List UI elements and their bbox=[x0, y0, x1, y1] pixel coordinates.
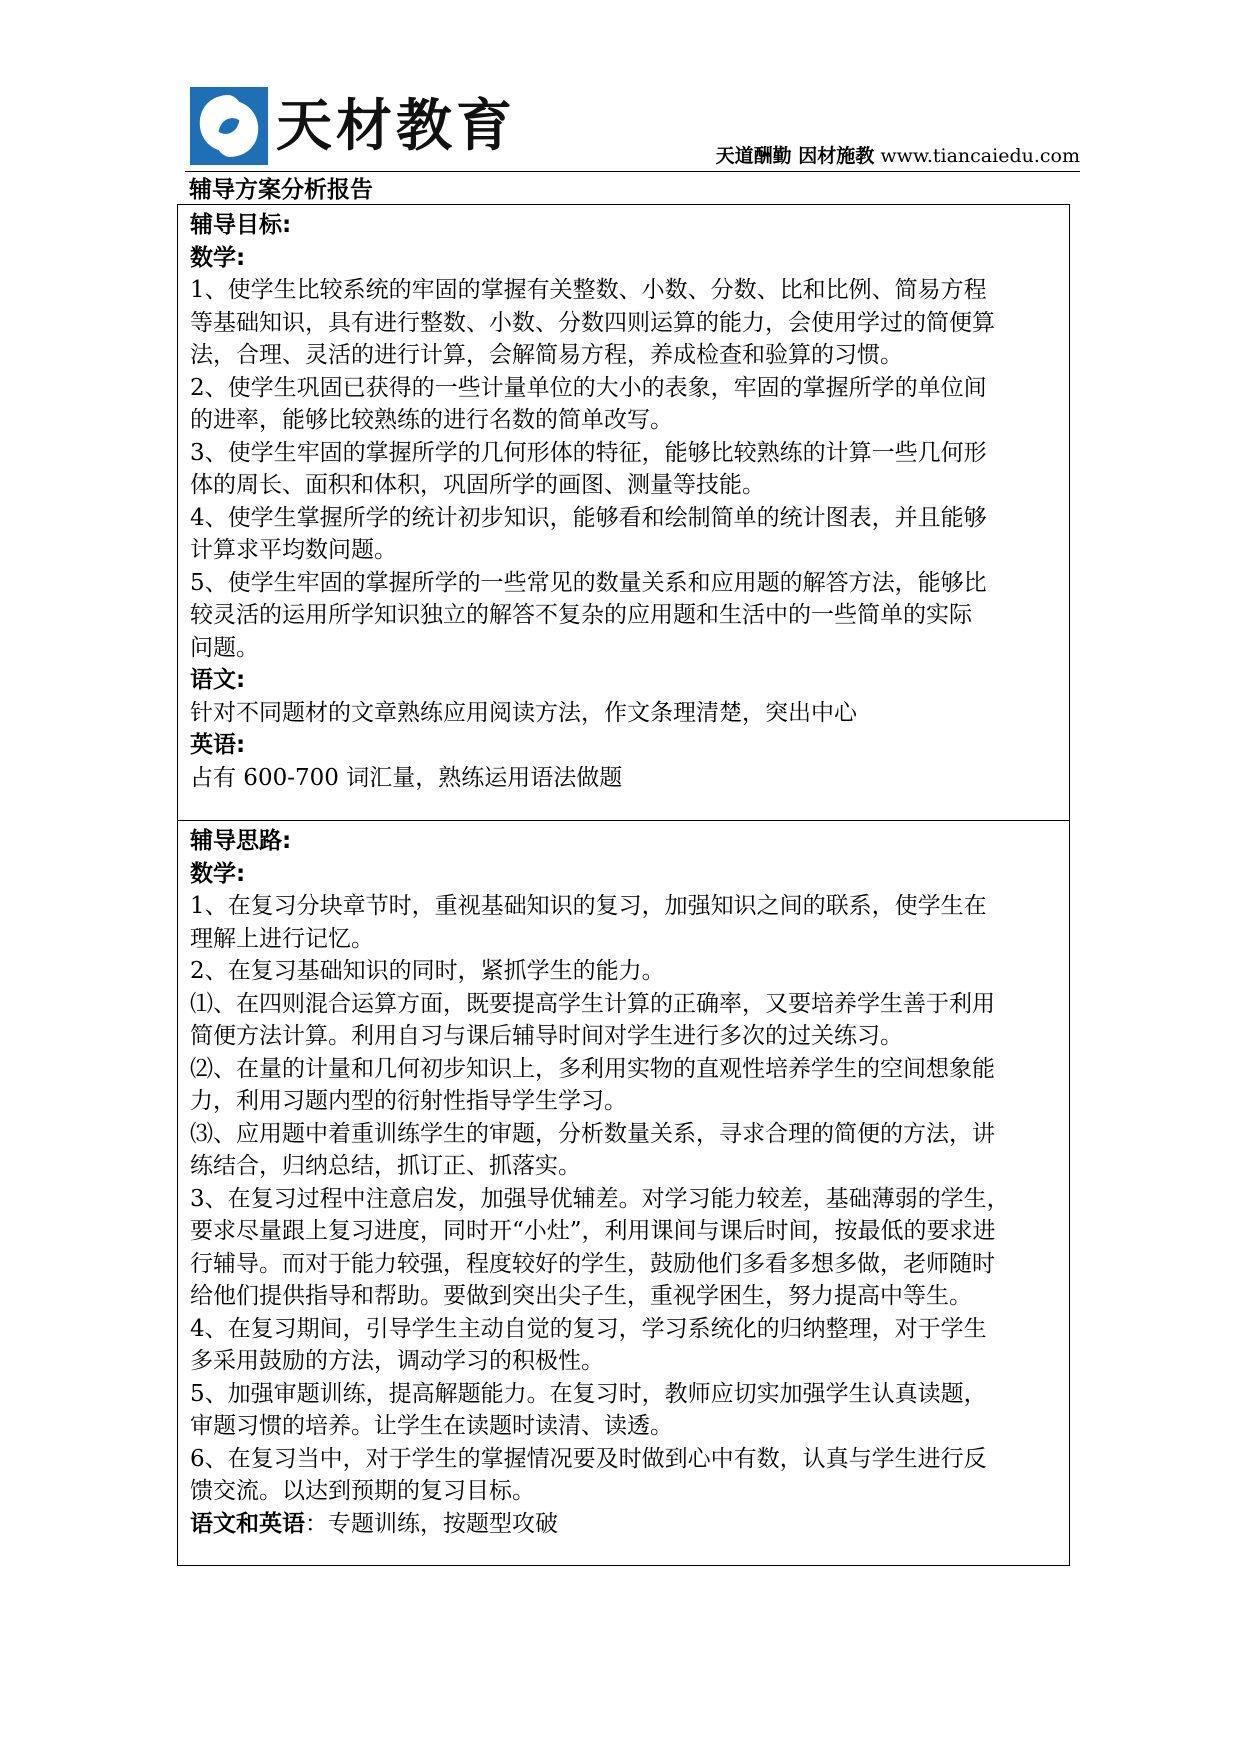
page-header bbox=[180, 82, 1080, 178]
goals-math-line: 2、使学生巩固已获得的一些计量单位的大小的表象，牢固的掌握所学的单位间 bbox=[190, 374, 987, 401]
goals-math-line: 体的周长、面积和体积，巩固所学的画图、测量等技能。 bbox=[190, 472, 765, 498]
goals-math-line: 法，合理、灵活的进行计算，会解简易方程，养成检查和验算的习惯。 bbox=[190, 342, 903, 368]
document-title: 辅导方案分析报告 bbox=[189, 177, 373, 203]
approach-math-line: 2、在复习基础知识的同时，紧抓学生的能力。 bbox=[190, 958, 665, 984]
header-slogan bbox=[716, 144, 1080, 168]
approach-math-line: 给他们提供指导和帮助。要做到突出尖子生，重视学困生，努力提高中等生。 bbox=[190, 1283, 972, 1309]
approach-math-line: 6、在复习当中，对于学生的掌握情况要及时做到心中有数，认真与学生进行反 bbox=[190, 1445, 987, 1472]
approach-math-line: 1、在复习分块章节时，重视基础知识的复习，加强知识之间的联系，使学生在 bbox=[190, 893, 987, 919]
goals-math-heading: 数学: bbox=[190, 244, 246, 271]
approach-math-line: 4、在复习期间，引导学生主动自觉的复习，学习系统化的归纳整理，对于学生 bbox=[190, 1315, 987, 1342]
goals-math-line: 的进率，能够比较熟练的进行名数的简单改写。 bbox=[190, 407, 673, 433]
goals-section bbox=[177, 204, 1070, 821]
logo-text: 天材教育 bbox=[276, 94, 516, 159]
goals-math-line: 4、使学生掌握所学的统计初步知识，能够看和绘制简单的统计图表，并且能够 bbox=[190, 504, 987, 531]
approach-lang-text: ：专题训练，按题型攻破 bbox=[305, 1510, 558, 1537]
approach-math-line: 3、在复习过程中注意启发，加强导优辅差。对学习能力较差，基础薄弱的学生， bbox=[190, 1185, 1010, 1212]
goals-math-line: 5、使学生牢固的掌握所学的一些常见的数量关系和应用题的解答方法，能够比 bbox=[190, 569, 987, 596]
approach-math-line: ⑵、在量的计量和几何初步知识上，多利用实物的直观性培养学生的空间想象能 bbox=[190, 1055, 995, 1082]
approach-math-line: 5、加强审题训练，提高解题能力。在复习时，教师应切实加强学生认真读题， bbox=[190, 1380, 987, 1407]
goals-english-heading: 英语: bbox=[190, 732, 246, 758]
goals-heading: 辅导目标: bbox=[190, 212, 292, 238]
logo-icon bbox=[190, 87, 268, 165]
approach-math-line: ⑴、在四则混合运算方面，既要提高学生计算的正确率，又要培养学生善于利用 bbox=[190, 990, 995, 1017]
approach-math-line: 简便方法计算。利用自习与课后辅导时间对学生进行多次的过关练习。 bbox=[190, 1023, 903, 1049]
goals-math-line: 等基础知识，具有进行整数、小数、分数四则运算的能力，会使用学过的简便算 bbox=[190, 309, 995, 336]
goals-math-line: 3、使学生牢固的掌握所学的几何形体的特征，能够比较熟练的计算一些几何形 bbox=[190, 439, 987, 466]
approach-math-line: 理解上进行记忆。 bbox=[190, 925, 374, 952]
goals-math-line: 较灵活的运用所学知识独立的解答不复杂的应用题和生活中的一些简单的实际 bbox=[190, 602, 972, 628]
goals-math-line: 1、使学生比较系统的牢固的掌握有关整数、小数、分数、比和比例、简易方程 bbox=[190, 277, 987, 303]
approach-math-line: 行辅导。而对于能力较强，程度较好的学生，鼓励他们多看多想多做，老师随时 bbox=[190, 1250, 995, 1277]
website-url[interactable]: www.tiancaiedu.com bbox=[880, 145, 1080, 167]
goals-chinese-text: 针对不同题材的文章熟练应用阅读方法，作文条理清楚，突出中心 bbox=[190, 699, 857, 726]
goals-english-text: 占有 600-700 词汇量，熟练运用语法做题 bbox=[190, 764, 623, 791]
goals-math-line: 问题。 bbox=[190, 634, 259, 661]
approach-math-line: 馈交流。以达到预期的复习目标。 bbox=[190, 1478, 535, 1504]
approach-math-line: 审题习惯的培养。让学生在读题时读清、读透。 bbox=[190, 1413, 673, 1439]
approach-math-line: 要求尽量跟上复习进度，同时开“小灶”，利用课间与课后时间，按最低的要求进 bbox=[190, 1218, 996, 1244]
header-divider bbox=[185, 171, 1080, 172]
goals-chinese-heading: 语文: bbox=[190, 667, 246, 693]
approach-heading: 辅导思路: bbox=[190, 828, 292, 854]
slogan-text: 天道酬勤 因材施教 bbox=[715, 145, 875, 167]
approach-math-line: 多采用鼓励的方法，调动学习的积极性。 bbox=[190, 1348, 604, 1374]
approach-section bbox=[177, 820, 1070, 1566]
approach-math-heading: 数学: bbox=[190, 860, 246, 887]
approach-math-line: ⑶、应用题中着重训练学生的审题，分析数量关系，寻求合理的简便的方法，讲 bbox=[190, 1120, 995, 1147]
approach-lang-label: 语文和英语 bbox=[190, 1510, 305, 1537]
approach-math-line: 练结合，归纳总结，抓订正、抓落实。 bbox=[190, 1153, 581, 1179]
goals-math-line: 计算求平均数问题。 bbox=[190, 537, 397, 563]
approach-lang-line bbox=[190, 1508, 1059, 1541]
approach-math-line: 力，利用习题内型的衍射性指导学生学习。 bbox=[190, 1088, 627, 1114]
